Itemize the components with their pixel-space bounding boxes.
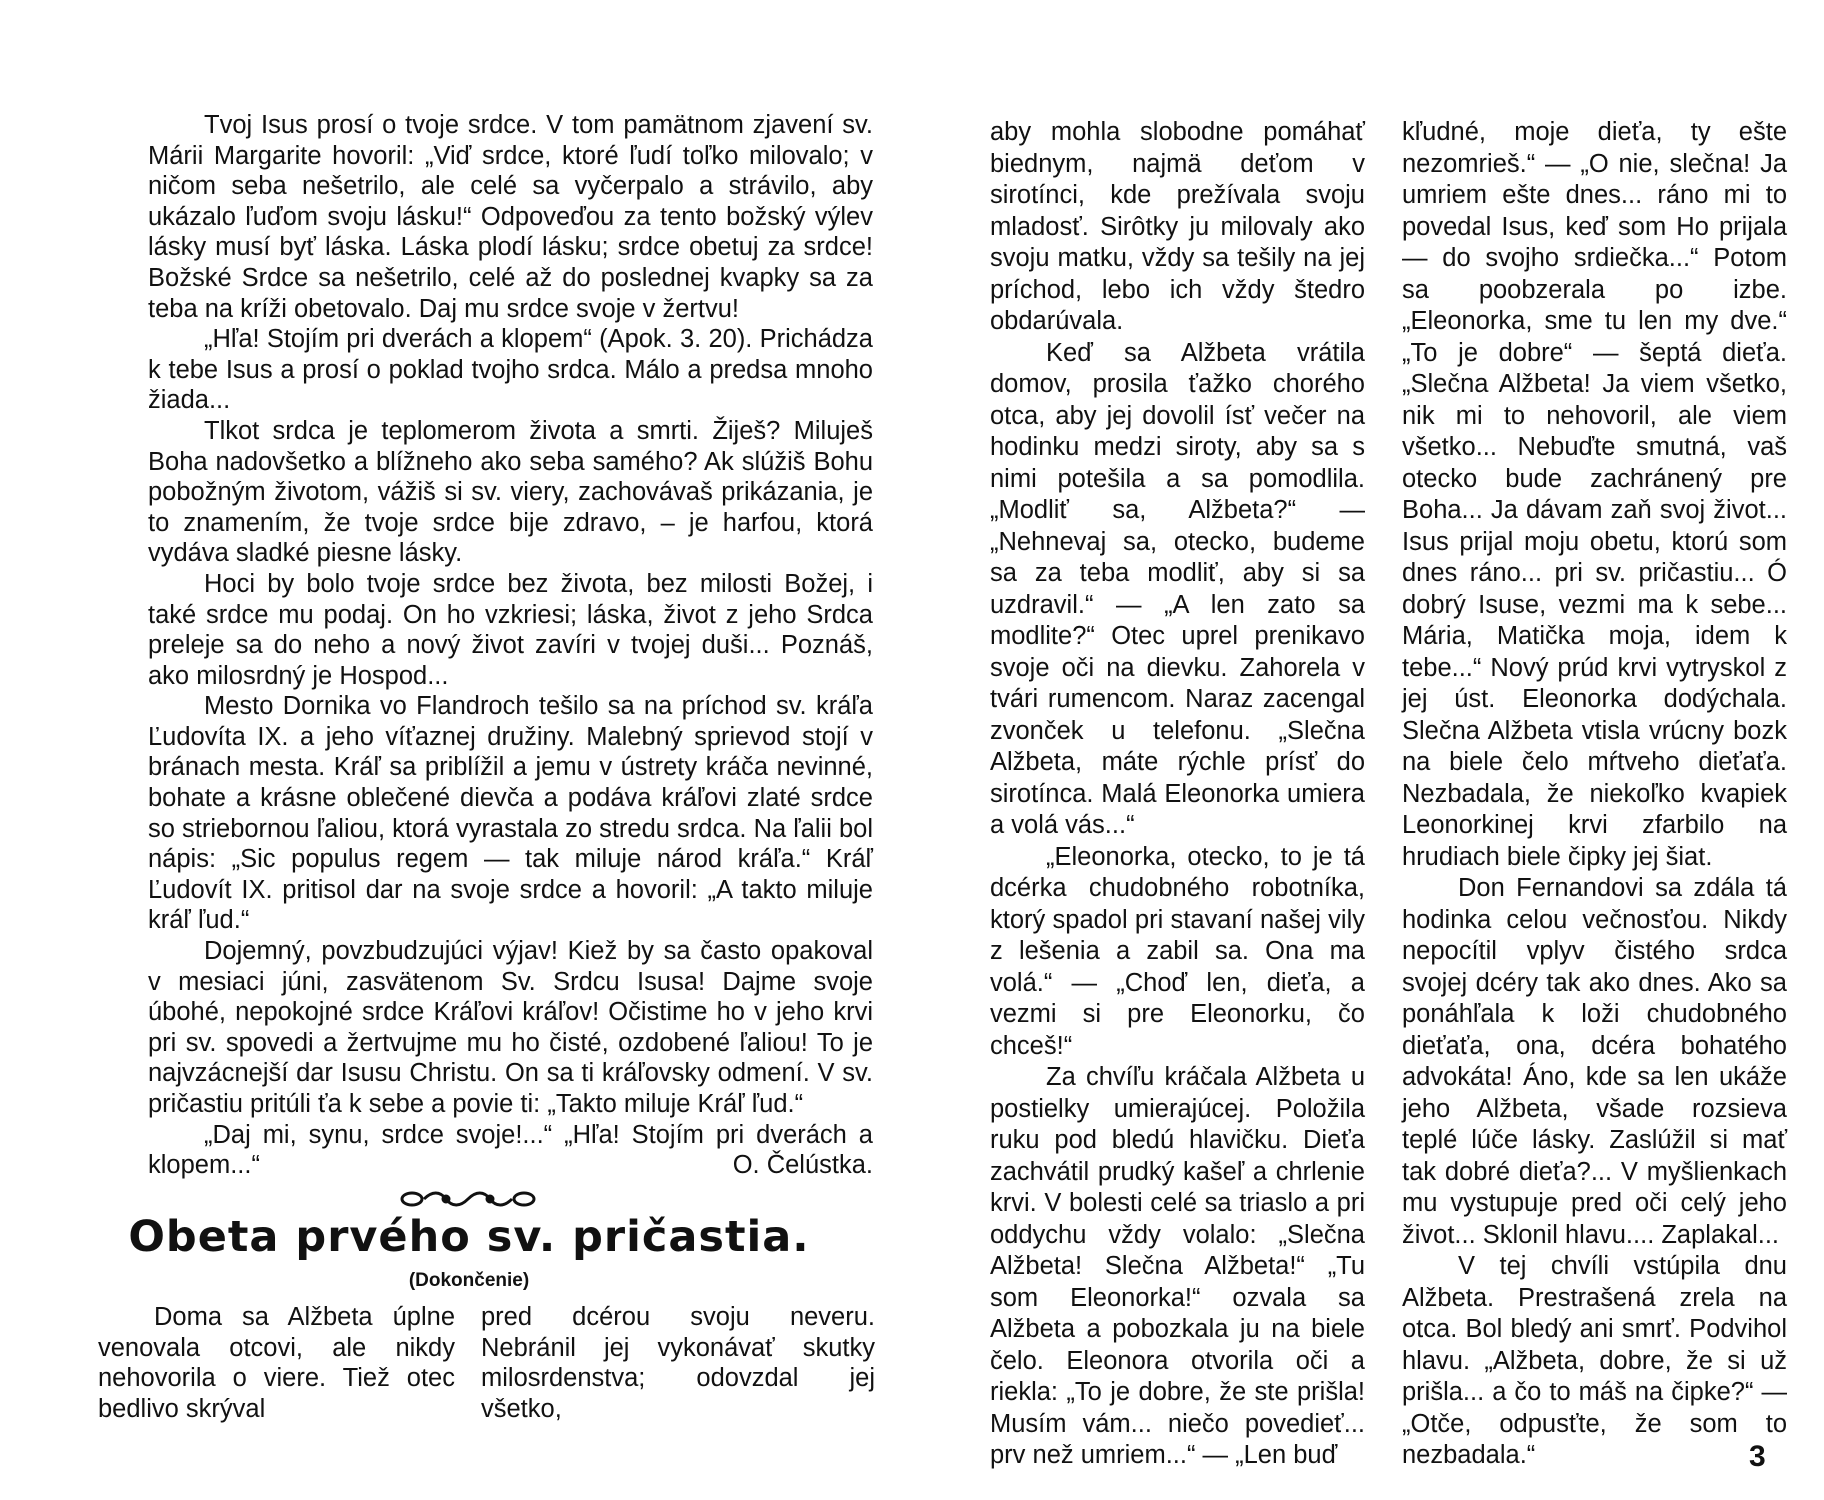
col3-paragraph-3: „Eleonorka, otecko, to je tá dcérka chudobného robotníka, ktorý spadol pri stavaní našej vily z lešenia a zabil sa. Ona ma volá.“ — „Choď len, dieťa, a vezmi si pre Eleonorku, čo chceš!“ <box>990 842 1365 1060</box>
col4-paragraph-3: V tej chvíli vstúpila dnu Alžbeta. Prestrašená zrela na otca. Bol bledý ani smrť. Podvihol hlavu. „Alžbeta, dobre, že si už prišla... a čo to máš na čipke?“ — „Otče, odpusťte, že som to nezbadala.“ <box>1402 1252 1787 1469</box>
intro-paragraph-4: Hoci by bolo tvoje srdce bez života, bez milosti Božej, i také srdce mu podaj. On ho vzkriesi; láska, život z jeho Srdca preleje sa do neho a nový život zavíri v tvojej duši... Poznáš, ako milosrdný je Hospod... <box>148 569 873 690</box>
author-signature: O. Čelústka. <box>732 1151 873 1180</box>
intro-paragraph-5: Mesto Dornika vo Flandroch tešilo sa na príchod sv. kráľa Ľudovíta IX. a jeho víťaznej družiny. Malebný sprievod stojí v bránach mesta. Kráľ sa priblížil a jemu v ústrety kráča nevinné, bohate a krásne oblečené dievča a podáva kráľovi zlaté srdce so striebornou ľaliou, ktorá vyrastala zo stredu srdca. Na ľalii bol nápis: „Sic populus regem — tak miluje národ kráľa.“ Kráľ Ľudovít IX. pritisol dar na svoje srdce a hovoril: „A takto miluje kráľ ľud.“ <box>148 692 873 935</box>
intro-paragraph-6: Dojemný, povzbudzujúci výjav! Kiež by sa často opakoval v mesiaci júni, zasvätenom Sv. Srdcu Isusa! Dajme svoje úbohé, nepokojné srdce Kráľovi kráľov! Očistime ho v jeho krvi pri sv. spovedi a žertvujme mu ho čisté, ozdobené ľaliou! To je najvzácnejší dar Isusu Christu. On sa ti kráľovsky odmení. V sv. pričastiu pritúli ťa k sebe a povie ti: „Takto miluje Kráľ ľud.“ <box>148 937 873 1118</box>
intro-paragraph-1: Tvoj Isus prosí o tvoje srdce. V tom pamätnom zjavení sv. Márii Margarite hovoril: „Viď srdce, ktoré ľudí toľko milovalo; v ničom seba nešetrilo, ale celé sa vyčerpalo a strávilo, aby ukázalo ľuďom svoju lásku!“ Odpoveďou za tento božský výlev lásky musí byť láska. Láska plodí lásku; srdce obetuj za srdce! Božské Srdce sa nešetrilo, celé až do poslednej kvapky sa za teba na kríži obetovalo. Daj mu srdce svoje v žertvu! <box>148 111 873 323</box>
article-column-2 <box>481 1302 875 1424</box>
article-column-3 <box>990 117 1365 1472</box>
page-number: 3 <box>1749 1440 1766 1473</box>
article-col1-text: Doma sa Alžbeta úplne venovala otcovi, ale nikdy nehovorila o viere. Tiež otec bedlivo skrýval <box>98 1303 455 1423</box>
article-title: Obeta prvého sv. pričastia. <box>128 1212 810 1262</box>
intro-paragraph-3: Tlkot srdca je teplomerom života a smrti. Žiješ? Miluješ Boha nadovšetko a blížneho ako seba samého? Ak slúžiš Bohu pobožným životom, vážiš si sv. viery, zachovávaš prikázania, je to znamením, že tvoje srdce bije zdravo, – je harfou, ktorá vydáva sladké piesne lásky. <box>148 416 873 568</box>
article-column-4 <box>1402 117 1787 1472</box>
intro-paragraph-2: „Hľa! Stojím pri dverách a klopem“ (Apok. 3. 20). Prichádza k tebe Isus a prosí o poklad tvojho srdca. Málo a predsa mnoho žiada... <box>148 325 873 415</box>
col3-paragraph-1: aby mohla slobodne pomáhať biednym, najmä deťom v sirotínci, kde prežívala svoju mladosť. Sirôtky ju milovaly ako svoju matku, vždy sa tešily na jej príchod, lebo ich vždy štedro obdarúvala. <box>990 118 1365 335</box>
col4-paragraph-2: Don Fernandovi sa zdála tá hodinka celou večnosťou. Nikdy nepocítil vplyv čistého srdca svojej dcéry tak ako dnes. Ako sa ponáhľala k loži chudobného dieťaťa, ona, dcéra bohatého advokáta! Áno, kde sa len ukáže jeho Alžbeta, všade rozsieva teplé lúče lásky. Zaslúžil si mať tak dobré dieťa?... V myšlienkach mu vystupuje pred oči celý jeho život... Sklonil hlavu.... Zaplakal... <box>1402 874 1787 1249</box>
col4-paragraph-1: kľudné, moje dieťa, ty ešte nezomrieš.“ — „O nie, slečna! Ja umriem ešte dnes... ráno mi to povedal Isus, keď som Ho prijala — do svojho srdiečka...“ Potom sa poobzerala po izbe. „Eleonorka, sme tu len my dve.“ „To je dobre“ — šeptá dieťa. „Slečna Alžbeta! Ja viem všetko, nik mi to nehovoril, ale viem všetko... Nebuďte smutná, vaš otecko bude zachránený pre Boha... Ja dávam zaň svoj život... Isus prijal moju obetu, ktorú som dnes ráno... pri sv. pričastiu... Ó dobrý Isuse, vezmi ma k sebe... Mária, Matička moja, idem k tebe...“ Nový prúd krvi vytryskol z jej úst. Eleonorka dodýchala. Slečna Alžbeta vtisla vrúcny bozk na biele čelo mŕtveho dieťaťa. Nezbadala, že niekoľko kvapiek Leonorkinej krvi zfarbilo na hrudiach biele čipky jej šiat. <box>1402 118 1787 871</box>
col3-paragraph-4: Za chvíľu kráčala Alžbeta u postielky umierajúcej. Položila ruku pod bledú hlavičku. Dieťa zachvátil prudký kašeľ a chrlenie krvi. V bolesti celé sa triaslo a pri oddychu vždy volalo: „Slečna Alžbeta! Slečna Alžbeta!“ „Tu som Eleonorka!“ ozvala sa Alžbeta a pobozkala ju na biele čelo. Eleonora otvorila oči a riekla: „To je dobre, že ste prišla! Musím vám... niečo povedieť... prv než umriem...“ — „Len buď <box>990 1063 1365 1469</box>
intro-paragraph-7: „Daj mi, synu, srdce svoje!...“ „Hľa! Stojím pri dverách a klopem...“ <box>148 1120 873 1180</box>
col3-paragraph-2: Keď sa Alžbeta vrátila domov, prosila ťažko chorého otca, aby jej dovolil ísť večer na hodinku medzi siroty, aby sa s nimi potešila a sa pomodlila. „Modliť sa, Alžbeta?“ — „Nehnevaj sa, otecko, budeme sa za teba modliť, aby si sa uzdravil.“ — „A len zato sa modlite?“ Otec uprel prenikavo svoje oči na dievku. Zahorela v tvári rumencom. Naraz zacengal zvonček u telefonu. „Slečna Alžbeta, máte rýchle prísť do sirotínca. Malá Eleonorka umiera a volá vás...“ <box>990 338 1365 839</box>
intro-essay <box>148 110 873 1181</box>
article-column-1 <box>98 1302 455 1424</box>
ornament-divider <box>398 1188 538 1210</box>
article-col2-text: pred dcérou svoju neveru. Nebránil jej vykonávať skutky milosrdenstva; odovzdal jej všetko, <box>481 1303 875 1423</box>
article-subtitle: (Dokončenie) <box>408 1270 530 1291</box>
